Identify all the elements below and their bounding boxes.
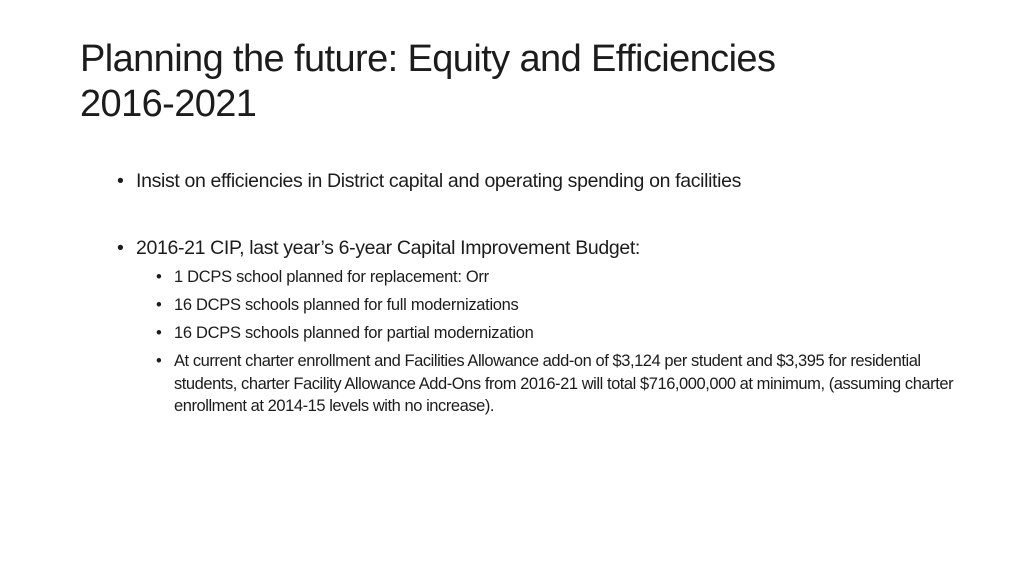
subbullet-charter-allowance bbox=[156, 350, 956, 418]
subbullet-text: 1 DCPS school planned for replacement: Orr bbox=[174, 268, 489, 286]
bullet-icon: • bbox=[156, 324, 162, 342]
bullet-efficiencies bbox=[117, 169, 741, 193]
bullet-text: Insist on efficiencies in District capital and operating spending on facilities bbox=[136, 170, 742, 192]
bullet-text: 2016-21 CIP, last year’s 6-year Capital Improvement Budget: bbox=[136, 237, 640, 259]
bullet-icon: • bbox=[156, 268, 162, 286]
bullet-icon: • bbox=[117, 170, 124, 192]
subbullet-text: At current charter enrollment and Facilities Allowance add-on of $3,124 per student and $3,395 for residential students, charter Facility Allowance Add-Ons from 2016-21 will total $716,000,000 at minimum, (assuming charter enrollment at 2014-15 levels with no increase). bbox=[174, 352, 954, 415]
subbullet-text: 16 DCPS schools planned for partial modernization bbox=[174, 324, 534, 342]
slide-title bbox=[80, 37, 960, 127]
subbullet-partial-modernization bbox=[156, 322, 534, 345]
slide-title-line-1: Planning the future: Equity and Efficiencies bbox=[80, 38, 776, 80]
bullet-cip bbox=[117, 236, 640, 260]
subbullet-full-modernizations bbox=[156, 294, 519, 317]
bullet-icon: • bbox=[156, 296, 162, 314]
slide-title-line-2: 2016-2021 bbox=[80, 83, 257, 125]
bullet-icon: • bbox=[117, 237, 124, 259]
subbullet-text: 16 DCPS schools planned for full modernizations bbox=[174, 296, 519, 314]
subbullet-replacement bbox=[156, 266, 489, 289]
bullet-icon: • bbox=[156, 352, 162, 370]
